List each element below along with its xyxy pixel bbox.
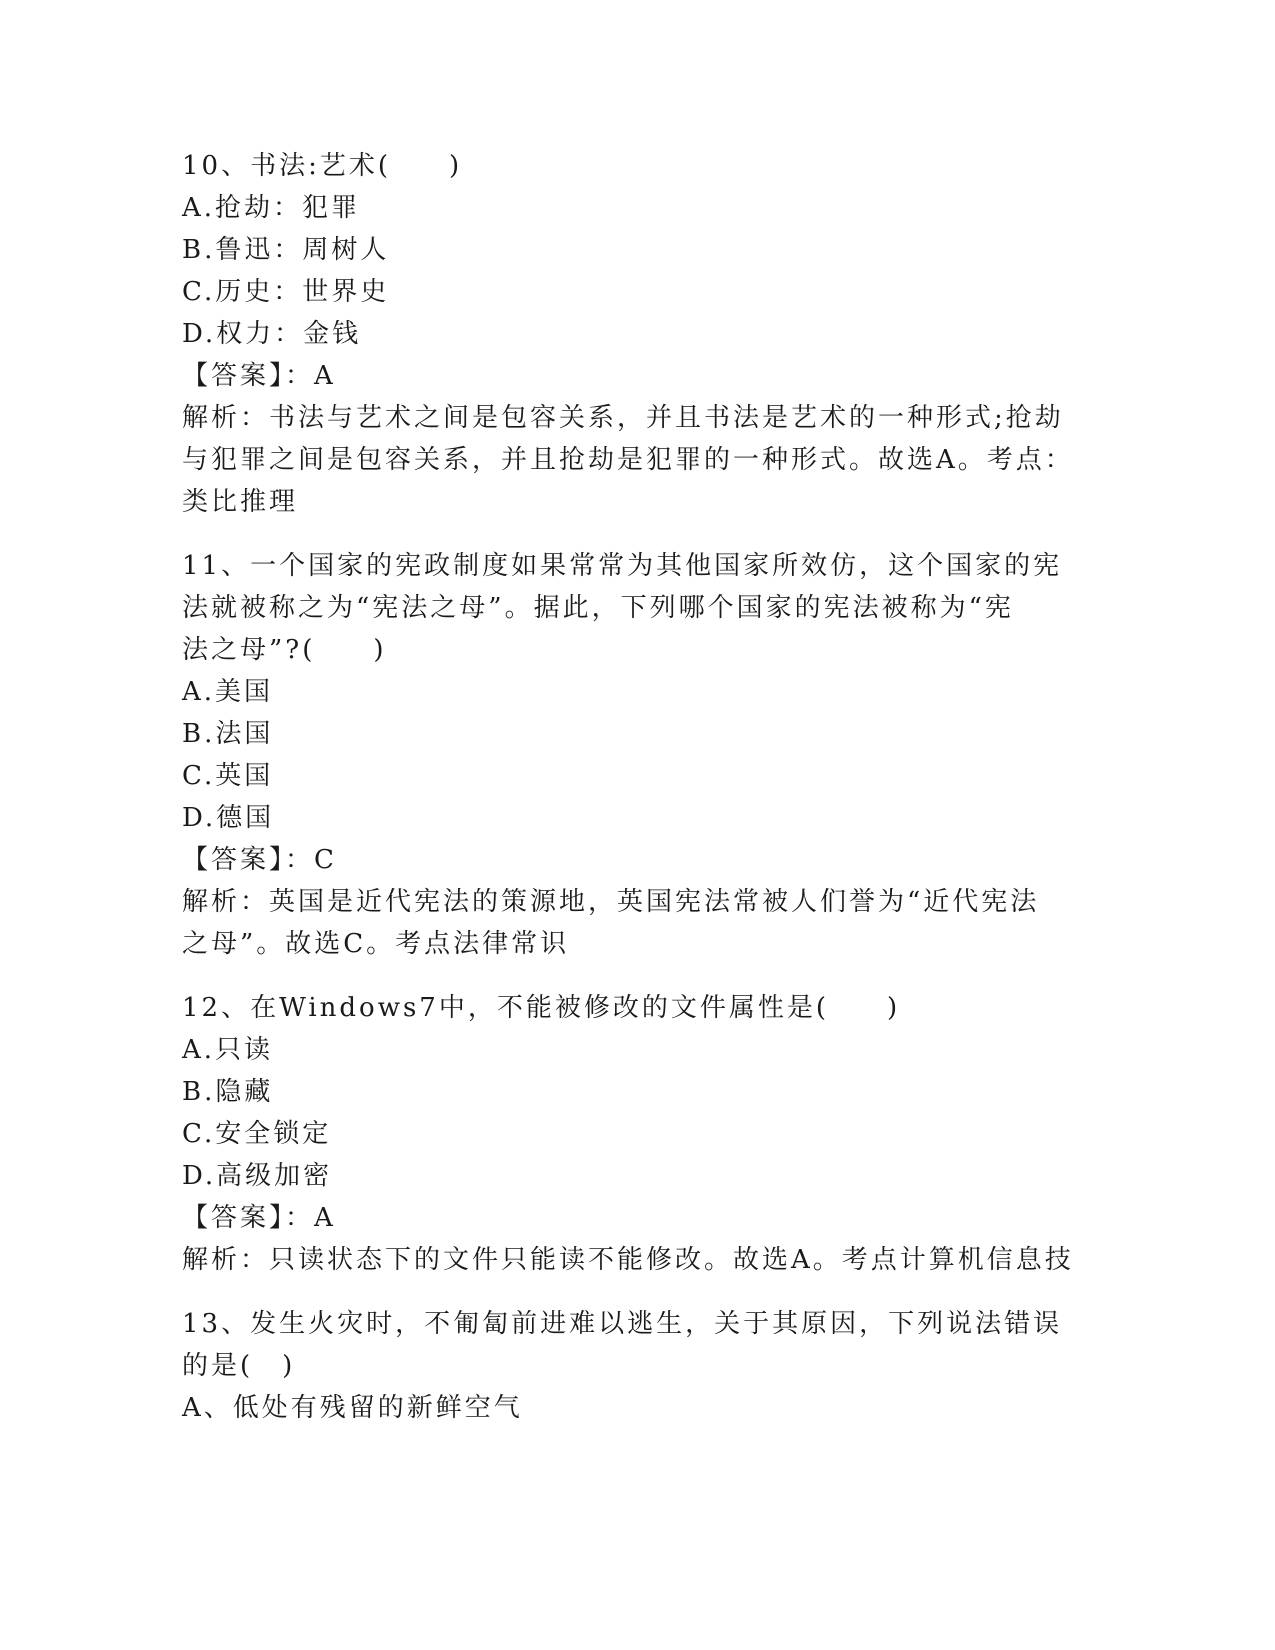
option-c: C.英国 [182, 761, 274, 791]
analysis-line: 与犯罪之间是包容关系，并且抢劫是犯罪的一种形式。故选A。考点： [182, 445, 1074, 475]
question-10 [182, 145, 1082, 523]
option-d: D.德国 [182, 803, 275, 833]
question-12 [182, 987, 1082, 1281]
analysis-line: 之母”。故选C。考点法律常识 [182, 929, 570, 959]
analysis-line: 类比推理 [182, 487, 299, 517]
question-stem: 10、书法:艺术( ) [182, 151, 463, 181]
question-13 [182, 1303, 1082, 1429]
option-b: B.法国 [182, 719, 274, 749]
option-d: D.权力：金钱 [182, 319, 362, 349]
option-a: A.美国 [182, 677, 274, 707]
option-a: A.只读 [182, 1035, 274, 1065]
analysis-line: 解析：书法与艺术之间是包容关系，并且书法是艺术的一种形式;抢劫 [182, 403, 1064, 433]
analysis-line: 解析：只读状态下的文件只能读不能修改。故选A。考点计算机信息技 [182, 1245, 1074, 1275]
question-stem: 12、在Windows7中，不能被修改的文件属性是( ) [182, 993, 901, 1023]
option-a: A、低处有残留的新鲜空气 [182, 1393, 523, 1423]
option-d: D.高级加密 [182, 1161, 333, 1191]
question-stem: 11、一个国家的宪政制度如果常常为其他国家所效仿，这个国家的宪 [182, 551, 1063, 581]
option-c: C.安全锁定 [182, 1119, 332, 1149]
option-a: A.抢劫：犯罪 [182, 193, 361, 223]
question-stem: 13、发生火灾时，不匍匐前进难以逃生，关于其原因，下列说法错误 [182, 1309, 1063, 1339]
answer-line: 【答案】：A [182, 361, 336, 391]
analysis-line: 解析：英国是近代宪法的策源地，英国宪法常被人们誉为“近代宪法 [182, 887, 1040, 917]
question-stem: 法之母”?( ) [182, 635, 387, 665]
answer-line: 【答案】：A [182, 1203, 336, 1233]
question-stem: 的是( ) [182, 1351, 296, 1381]
question-11 [182, 545, 1082, 965]
option-b: B.鲁迅：周树人 [182, 235, 390, 265]
option-b: B.隐藏 [182, 1077, 274, 1107]
option-c: C.历史：世界史 [182, 277, 390, 307]
question-stem: 法就被称之为“宪法之母”。据此，下列哪个国家的宪法被称为“宪 [182, 593, 1014, 623]
answer-line: 【答案】：C [182, 845, 337, 875]
document-page [182, 145, 1082, 1429]
